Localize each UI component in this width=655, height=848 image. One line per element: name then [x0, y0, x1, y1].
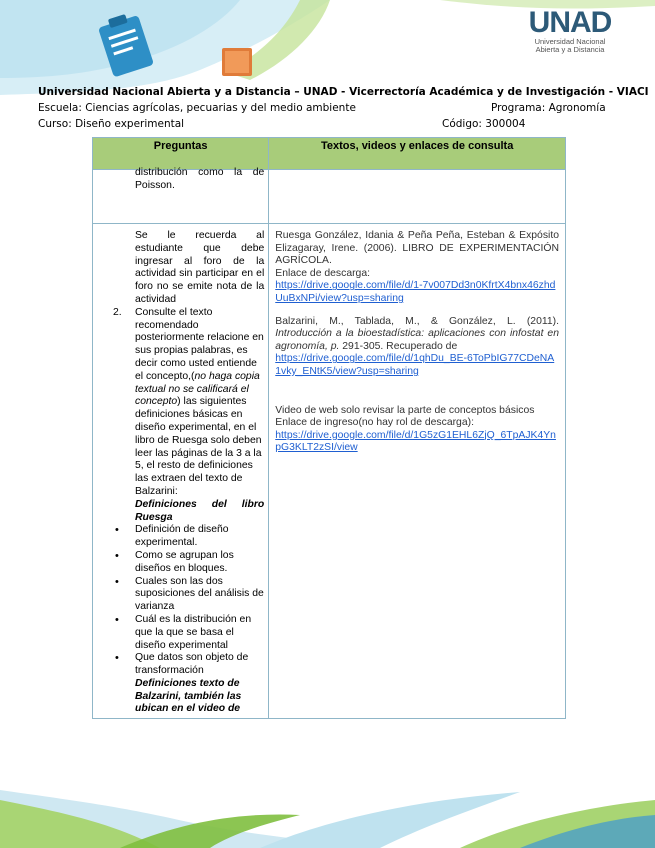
- item-2-text-a: Consulte el texto recomendado posteriormente relacione en sus propias palabras, es decir como usted entiende el concepto,(: [135, 306, 264, 382]
- university-title: Universidad Nacional Abierta y a Distancia – UNAD - Vicerrectoría Académica y de Investigación - VIACI: [38, 86, 649, 98]
- ruesga-download-link[interactable]: https://drive.google.com/file/d/1-7v007Dd3n0KfrtX4bnx46zhdUuBxNPi/view?usp=sharing: [275, 280, 556, 304]
- programa-line: Programa: Agronomía: [491, 102, 606, 114]
- list-item: • Cuales son las dos suposiciones del análisis de varianza: [135, 576, 264, 614]
- book-icon: [222, 48, 252, 76]
- table-header-row: [93, 138, 566, 170]
- row2-resources-cell: [269, 224, 566, 719]
- definitions-list: [135, 524, 264, 678]
- table-row: [93, 224, 566, 719]
- row1-question-cell: [93, 167, 269, 224]
- codigo-line: Código: 300004: [442, 118, 526, 130]
- item-2-italic: no haga copia textual no se calificará el concepto: [135, 370, 260, 408]
- list-item: • Como se agrupan los diseños en bloques.: [135, 550, 264, 576]
- reminder-text: Se le recuerda al estudiante que debe ingresar al foro de la actividad sin participar en el foro no se emite nota de la actividad: [135, 230, 265, 305]
- table-row: [93, 170, 566, 224]
- row1-resources-cell: [269, 170, 566, 224]
- item-2-text-b: ) las siguientes definiciones básicas en diseño experimental, en el libro de Ruesga solo deben leer las páginas de la 3 a la 5, el resto de definiciones las extraen del texto de Balzarini:: [135, 396, 262, 497]
- unad-logo: [525, 8, 615, 54]
- row1-question-text: distribución como la de Poisson.: [135, 167, 265, 191]
- balzarini-reference: Balzarini, M., Tablada, M., & González, L. (2011). Introducción a la bioestadística: aplicaciones con infostat en agronomía, p. 291-305. Recuperado de: [275, 315, 559, 352]
- bottom-decoration: [0, 790, 655, 848]
- list-item: • Cuál es la distribución en que la que se basa el diseño experimental: [135, 614, 264, 652]
- download-label: Enlace de descarga:: [275, 267, 370, 279]
- balzarini-download-link[interactable]: https://drive.google.com/file/d/1qhDu_BE-6ToPbIG77CDeNA1vky_ENtK5/view?usp=sharing: [275, 353, 555, 377]
- row2-question-cell: [93, 224, 269, 719]
- curso-line: Curso: Diseño experimental: [38, 118, 185, 130]
- list-item: • Definición de diseño experimental.: [135, 524, 264, 550]
- list-item: • Que datos son objeto de transformación: [135, 652, 264, 678]
- item-2: [135, 307, 264, 499]
- video-reference: Video de web solo revisar la parte de conceptos básicos: [275, 404, 535, 416]
- ruesga-definitions-heading: Definiciones del libro Ruesga: [135, 498, 265, 523]
- balzarini-definitions-heading: Definiciones texto de Balzarini, también las ubican en el video de: [135, 677, 242, 715]
- column-header-preguntas: Preguntas: [93, 138, 269, 170]
- video-access-label: Enlace de ingreso(no hay rol de descarga):: [275, 417, 474, 429]
- logo-wordmark: UNAD: [528, 6, 612, 39]
- video-link[interactable]: https://drive.google.com/file/d/1G5zG1EHL6ZjQ_6TpAJK4YnpG3KLT2zSI/view: [275, 429, 556, 454]
- escuela-line: Escuela: Ciencias agrícolas, pecuarias y del medio ambiente: [38, 102, 356, 114]
- content-table: [92, 137, 566, 719]
- ruesga-reference: Ruesga González, Idania & Peña Peña, Esteban & Expósito Elizagaray, Irene. (2006). LIBRO DE EXPERIMENTACIÓN AGRÍCOLA.: [275, 230, 559, 267]
- logo-subtitle-1: Universidad Nacional: [534, 37, 606, 46]
- column-header-textos: Textos, videos y enlaces de consulta: [269, 138, 566, 170]
- logo-subtitle-2: Abierta y a Distancia: [535, 45, 605, 54]
